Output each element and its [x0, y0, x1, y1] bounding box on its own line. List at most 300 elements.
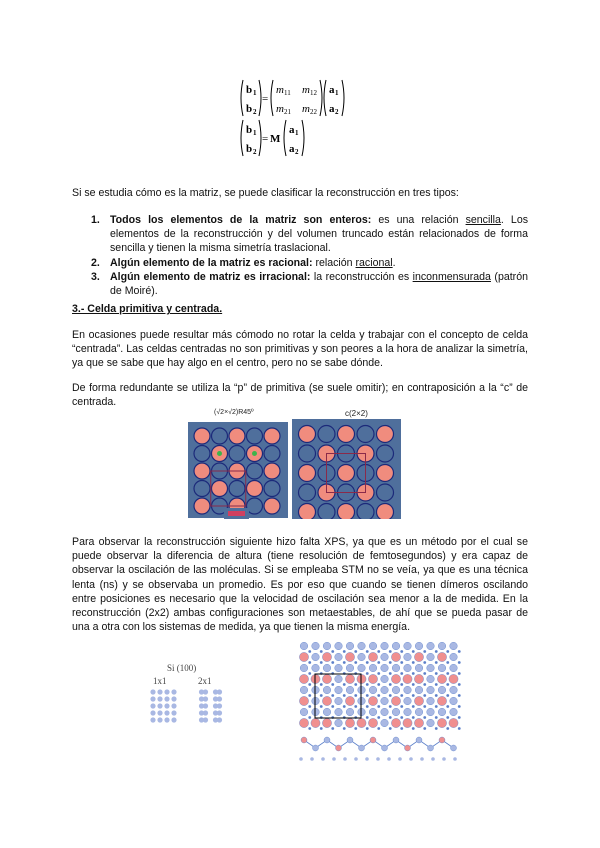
figure1-right-lattice — [292, 419, 401, 519]
dimer-atom — [391, 718, 400, 727]
surface-atom — [415, 642, 423, 650]
list-item-bold: Algún elemento de matriz es irracional: — [110, 270, 311, 283]
reconstruction-types-list — [91, 213, 528, 298]
subsurface-atom — [331, 683, 334, 686]
side-view-atom — [428, 745, 434, 751]
surface-atom — [404, 686, 412, 694]
subsurface-atom — [366, 683, 369, 686]
adatom — [194, 428, 210, 444]
matrix-equation-1 — [238, 78, 368, 118]
eq1-m12: m — [302, 84, 310, 96]
eq1-b2: b — [246, 103, 253, 115]
dimer-atom — [414, 674, 423, 683]
subsurface-atom — [435, 716, 438, 719]
dimer-atom — [403, 718, 412, 727]
subsurface-atom — [446, 694, 449, 697]
surface-atom — [312, 653, 320, 661]
figure1-left-lattice — [188, 422, 288, 518]
surface-atom — [381, 653, 389, 661]
subsurface-atom — [400, 727, 403, 730]
figure2-reconstruction-lattice — [298, 640, 466, 766]
eq2-b2-sub: 2 — [253, 148, 257, 156]
subsurface-atom — [331, 727, 334, 730]
adatom — [264, 498, 280, 514]
intro-paragraph: Si se estudia cómo es la matriz, se puede clasificar la reconstrucción en tres tipos: — [72, 187, 459, 199]
surface-atom — [427, 642, 435, 650]
subsurface-atom — [343, 683, 346, 686]
dimer-atom — [299, 718, 308, 727]
surface-atom — [438, 708, 446, 716]
subsurface-atom — [331, 705, 334, 708]
list-item — [91, 213, 528, 256]
subsurface-atom — [458, 716, 461, 719]
subsurface-atom — [308, 672, 311, 675]
subsurface-atom — [377, 672, 380, 675]
surface-atom — [358, 642, 366, 650]
eq1-m22-sub: 22 — [310, 108, 317, 116]
subsurface-atom — [320, 727, 323, 730]
subsurface-atom — [308, 661, 311, 664]
subsurface-atom — [423, 661, 426, 664]
subsurface-atom — [435, 650, 438, 653]
subsurface-atom — [308, 716, 311, 719]
si-atom — [164, 696, 169, 701]
dimer-atom — [299, 674, 308, 683]
subsurface-atom — [320, 705, 323, 708]
subsurface-atom — [366, 716, 369, 719]
subsurface-atom — [423, 716, 426, 719]
surface-atom — [415, 686, 423, 694]
bulk-atom — [321, 757, 325, 761]
adatom — [264, 428, 280, 444]
si-atom — [157, 710, 162, 715]
surface-atom — [335, 642, 343, 650]
subsurface-atom — [389, 683, 392, 686]
si-atom — [157, 717, 162, 722]
list-item-number: 2. — [91, 256, 100, 269]
surface-atom — [300, 708, 308, 716]
surface-atom — [381, 697, 389, 705]
subsurface-atom — [400, 694, 403, 697]
surface-atom — [346, 664, 354, 672]
surface-atom — [335, 653, 343, 661]
subsurface-atom — [366, 661, 369, 664]
subsurface-atom — [423, 650, 426, 653]
bulk-atom — [354, 757, 358, 761]
surface-atom — [381, 708, 389, 716]
dimer-atom — [299, 696, 308, 705]
surface-atom — [427, 664, 435, 672]
paragraph-centered-cell: En ocasiones puede resultar más cómodo no rotar la celda y trabajar con el concepto de celda “centrada”. Las celdas centradas no son primitivas y son peores a la hora de analizar la simetría, ya que se sabe que hay algo en el centro, pero no se sabe dónde. — [72, 329, 528, 370]
si-atom — [203, 710, 208, 715]
adatom — [377, 504, 394, 520]
dimer-atom — [414, 652, 423, 661]
subsurface-atom — [331, 650, 334, 653]
side-view-atom — [301, 737, 307, 743]
bulk-atom — [387, 757, 391, 761]
adatom — [338, 504, 355, 520]
si-atom — [164, 689, 169, 694]
bulk-atom — [409, 757, 413, 761]
adatom — [299, 504, 316, 520]
subsurface-atom — [423, 672, 426, 675]
subsurface-atom — [366, 694, 369, 697]
subsurface-atom — [400, 650, 403, 653]
subsurface-atom — [400, 716, 403, 719]
side-view-atom — [324, 737, 330, 743]
figure2-si100-lattices — [145, 688, 245, 724]
si-atom — [217, 703, 222, 708]
eq1-a1-sub: 1 — [335, 89, 339, 97]
bulk-atom — [343, 757, 347, 761]
si-atom — [157, 689, 162, 694]
subsurface-atom — [458, 727, 461, 730]
surface-atom — [369, 642, 377, 650]
surface-atom — [427, 686, 435, 694]
surface-atom — [427, 708, 435, 716]
matrix-equation-2 — [238, 118, 328, 158]
list-item-bold: Todos los elementos de la matriz son enteros: — [110, 214, 372, 226]
subsurface-atom — [377, 650, 380, 653]
dimer-atom — [368, 718, 377, 727]
si-atom — [171, 703, 176, 708]
surface-atom — [323, 708, 331, 716]
adatom — [247, 481, 263, 497]
subsurface-atom — [354, 683, 357, 686]
dimer-atom — [322, 718, 331, 727]
adatom — [338, 465, 355, 482]
dimer-atom — [368, 696, 377, 705]
surface-atom — [404, 653, 412, 661]
subsurface-atom — [435, 661, 438, 664]
subsurface-atom — [446, 672, 449, 675]
surface-atom — [381, 719, 389, 727]
surface-atom — [335, 664, 343, 672]
surface-atom — [450, 653, 458, 661]
surface-atom — [300, 686, 308, 694]
surface-atom — [392, 664, 400, 672]
si-atom — [150, 689, 155, 694]
eq2-b1: b — [246, 124, 253, 136]
subsurface-atom — [308, 683, 311, 686]
side-view-atom — [405, 745, 411, 751]
dimer-atom — [368, 652, 377, 661]
surface-atom — [369, 708, 377, 716]
subsurface-atom — [389, 650, 392, 653]
list-item-text: . — [392, 256, 396, 269]
si-atom — [203, 696, 208, 701]
surface-atom — [450, 697, 458, 705]
subsurface-atom — [412, 661, 415, 664]
bulk-atom — [431, 757, 435, 761]
dimer-atom — [345, 652, 354, 661]
subsurface-atom — [377, 705, 380, 708]
adatom — [299, 465, 316, 482]
si-atom — [203, 703, 208, 708]
surface-atom — [404, 708, 412, 716]
subsurface-atom — [389, 716, 392, 719]
surface-atom — [392, 642, 400, 650]
adatom — [377, 465, 394, 482]
dimer-atom — [322, 652, 331, 661]
dimer-atom — [368, 674, 377, 683]
subsurface-atom — [343, 727, 346, 730]
eq2-equals: = — [262, 133, 269, 145]
paragraph-primitive-notation: De forma redundante se utiliza la “p” de primitiva (se suele omitir); en contraposición a la “c” de centrada. — [72, 382, 528, 409]
subsurface-atom — [400, 661, 403, 664]
bulk-atom — [299, 757, 303, 761]
list-item-bold: Algún elemento de la matriz es racional: — [110, 256, 313, 269]
dimer-atom — [322, 696, 331, 705]
subsurface-atom — [366, 650, 369, 653]
surface-atom — [404, 664, 412, 672]
list-item-underlined: inconmensurada — [412, 270, 491, 283]
subsurface-atom — [320, 661, 323, 664]
surface-atom — [335, 719, 343, 727]
dimer-atom — [391, 674, 400, 683]
si-atom — [171, 689, 176, 694]
marker-dot — [217, 451, 222, 456]
side-view-atom — [359, 745, 365, 751]
subsurface-atom — [412, 672, 415, 675]
bulk-atom — [453, 757, 457, 761]
subsurface-atom — [412, 650, 415, 653]
surface-atom — [312, 642, 320, 650]
subsurface-atom — [389, 694, 392, 697]
list-item-number: 3. — [91, 270, 100, 283]
list-item-text: . Los elementos de la reconstrucción y del volumen truncado están relacionados de forma sencilla y tienen la misma simetría traslacional. — [110, 214, 529, 255]
eq1-m12-sub: 12 — [310, 89, 317, 97]
surface-atom — [358, 653, 366, 661]
adatom — [299, 426, 316, 443]
subsurface-atom — [412, 705, 415, 708]
bulk-atom — [442, 757, 446, 761]
figure2-label-1x1: 1x1 — [153, 676, 167, 686]
si-atom — [164, 710, 169, 715]
si-atom — [171, 717, 176, 722]
subsurface-atom — [458, 661, 461, 664]
subsurface-atom — [354, 705, 357, 708]
surface-atom — [404, 697, 412, 705]
list-item-text: (patrón de Moiré). — [110, 270, 528, 298]
surface-atom — [392, 686, 400, 694]
side-view-atom — [416, 737, 422, 743]
subsurface-atom — [458, 672, 461, 675]
subsurface-atom — [377, 661, 380, 664]
si-atom — [217, 696, 222, 701]
eq2-a1: a — [289, 124, 295, 136]
surface-atom — [381, 686, 389, 694]
list-item — [91, 256, 528, 270]
bulk-atom — [365, 757, 369, 761]
surface-atom — [346, 686, 354, 694]
dimer-atom — [437, 696, 446, 705]
side-view-atom — [370, 737, 376, 743]
subsurface-atom — [377, 716, 380, 719]
dimer-atom — [299, 652, 308, 661]
subsurface-atom — [366, 727, 369, 730]
eq1-a2-sub: 2 — [335, 108, 339, 116]
surface-atom — [438, 642, 446, 650]
surface-atom — [415, 664, 423, 672]
eq2-b1-sub: 1 — [253, 129, 257, 137]
surface-atom — [335, 675, 343, 683]
si-atom — [203, 717, 208, 722]
surface-atom — [300, 642, 308, 650]
surface-atom — [438, 686, 446, 694]
surface-atom — [450, 708, 458, 716]
dimer-atom — [311, 718, 320, 727]
si-atom — [150, 717, 155, 722]
list-item-text: relación — [312, 256, 356, 269]
surface-atom — [427, 675, 435, 683]
si-atom — [171, 696, 176, 701]
surface-atom — [369, 686, 377, 694]
adatom — [212, 481, 228, 497]
dimer-atom — [449, 674, 458, 683]
si-atom — [217, 689, 222, 694]
eq2-M: M — [270, 133, 281, 145]
surface-atom — [323, 686, 331, 694]
subsurface-atom — [423, 683, 426, 686]
figure1-tag — [224, 508, 249, 519]
surface-atom — [450, 642, 458, 650]
side-view-atom — [347, 737, 353, 743]
subsurface-atom — [446, 683, 449, 686]
subsurface-atom — [389, 705, 392, 708]
subsurface-atom — [458, 694, 461, 697]
surface-atom — [392, 708, 400, 716]
adatom — [377, 426, 394, 443]
subsurface-atom — [435, 672, 438, 675]
subsurface-atom — [435, 727, 438, 730]
surface-atom — [323, 664, 331, 672]
list-item — [91, 270, 528, 298]
surface-atom — [358, 664, 366, 672]
eq1-m11-sub: 11 — [284, 89, 291, 97]
side-view-atom — [382, 745, 388, 751]
subsurface-atom — [435, 705, 438, 708]
subsurface-atom — [343, 705, 346, 708]
eq1-b1: b — [246, 84, 253, 96]
surface-atom — [415, 708, 423, 716]
dimer-atom — [414, 696, 423, 705]
dimer-atom — [437, 674, 446, 683]
side-view-atom — [336, 745, 342, 751]
eq1-m22: m — [302, 103, 310, 115]
surface-atom — [335, 708, 343, 716]
subsurface-atom — [320, 683, 323, 686]
eq1-m11: m — [276, 84, 284, 96]
surface-atom — [450, 686, 458, 694]
section-heading: 3.- Celda primitiva y centrada. — [72, 303, 223, 315]
adatom — [194, 498, 210, 514]
dimer-atom — [403, 674, 412, 683]
subsurface-atom — [400, 705, 403, 708]
subsurface-atom — [377, 727, 380, 730]
surface-atom — [404, 642, 412, 650]
subsurface-atom — [343, 650, 346, 653]
subsurface-atom — [389, 672, 392, 675]
subsurface-atom — [354, 727, 357, 730]
eq2-b2: b — [246, 143, 253, 155]
subsurface-atom — [308, 705, 311, 708]
subsurface-atom — [458, 650, 461, 653]
subsurface-atom — [412, 694, 415, 697]
surface-atom — [438, 664, 446, 672]
dimer-atom — [391, 652, 400, 661]
bulk-atom — [310, 757, 314, 761]
surface-atom — [369, 664, 377, 672]
subsurface-atom — [446, 650, 449, 653]
bulk-atom — [332, 757, 336, 761]
subsurface-atom — [446, 716, 449, 719]
subsurface-atom — [458, 705, 461, 708]
list-item-text: es una relación — [371, 214, 466, 226]
eq1-a1: a — [329, 84, 335, 96]
dimer-atom — [345, 674, 354, 683]
side-view-atom — [439, 737, 445, 743]
bulk-atom — [420, 757, 424, 761]
subsurface-atom — [400, 672, 403, 675]
surface-atom — [300, 664, 308, 672]
subsurface-atom — [389, 727, 392, 730]
surface-atom — [335, 697, 343, 705]
subsurface-atom — [423, 694, 426, 697]
surface-atom — [312, 664, 320, 672]
marker-dot — [252, 451, 257, 456]
subsurface-atom — [331, 694, 334, 697]
subsurface-atom — [446, 727, 449, 730]
figure1-right-label: c(2×2) — [345, 409, 368, 418]
side-view-atom — [313, 745, 319, 751]
surface-atom — [450, 664, 458, 672]
subsurface-atom — [435, 683, 438, 686]
subsurface-atom — [320, 694, 323, 697]
dimer-atom — [345, 696, 354, 705]
subsurface-atom — [435, 694, 438, 697]
subsurface-atom — [354, 661, 357, 664]
bulk-atom — [376, 757, 380, 761]
subsurface-atom — [423, 705, 426, 708]
list-item-number: 1. — [91, 214, 100, 226]
si-atom — [217, 710, 222, 715]
dimer-atom — [322, 674, 331, 683]
adatom — [264, 463, 280, 479]
adatom — [194, 463, 210, 479]
list-item-text: la reconstrucción es — [310, 270, 413, 283]
subsurface-atom — [308, 650, 311, 653]
eq1-b1-sub: 1 — [253, 89, 257, 97]
subsurface-atom — [354, 650, 357, 653]
list-item-underlined: racional — [355, 256, 393, 269]
surface-atom — [346, 642, 354, 650]
eq2-a1-sub: 1 — [295, 129, 299, 137]
subsurface-atom — [308, 727, 311, 730]
subsurface-atom — [446, 705, 449, 708]
surface-atom — [346, 708, 354, 716]
eq2-a2-sub: 2 — [295, 148, 299, 156]
surface-atom — [335, 686, 343, 694]
dimer-atom — [357, 718, 366, 727]
side-view-atom — [451, 745, 457, 751]
figure2-title: Si (100) — [167, 663, 197, 673]
subsurface-atom — [354, 694, 357, 697]
dimer-atom — [414, 718, 423, 727]
subsurface-atom — [308, 694, 311, 697]
subsurface-atom — [320, 650, 323, 653]
subsurface-atom — [389, 661, 392, 664]
